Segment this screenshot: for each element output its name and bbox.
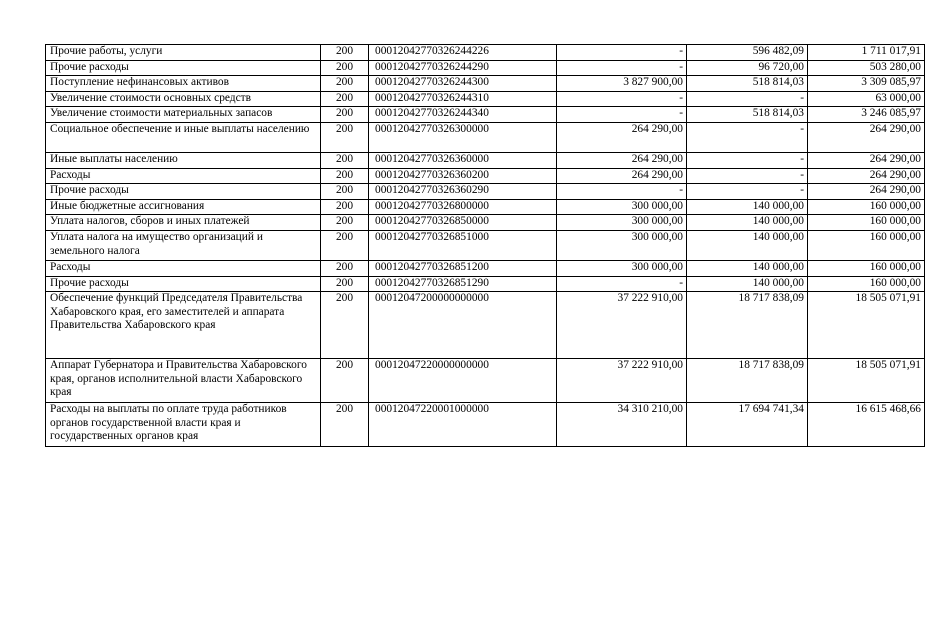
row-name: Прочие расходы [46,276,321,292]
row-approved-amount: 264 290,00 [557,122,687,152]
row-classification-code: 00012042770326360200 [369,168,557,184]
row-name: Прочие расходы [46,60,321,76]
table-row [46,199,925,215]
row-classification-code: 00012042770326300000 [369,122,557,152]
row-classification-code: 00012042770326244226 [369,45,557,61]
row-name: Увеличение стоимости материальных запасов [46,107,321,123]
row-executed-amount: 518 814,03 [687,76,808,92]
row-classification-code: 00012042770326851290 [369,276,557,292]
row-executed-amount: 18 717 838,09 [687,292,808,359]
table-row [46,276,925,292]
row-unexecuted-amount: 264 290,00 [808,168,925,184]
row-line-code: 200 [321,60,369,76]
document-page [45,44,921,447]
row-unexecuted-amount: 160 000,00 [808,199,925,215]
row-line-code: 200 [321,152,369,168]
table-row [46,403,925,447]
row-executed-amount: 140 000,00 [687,199,808,215]
row-line-code: 200 [321,122,369,152]
row-executed-amount: 518 814,03 [687,107,808,123]
row-unexecuted-amount: 160 000,00 [808,276,925,292]
row-approved-amount: 300 000,00 [557,215,687,231]
row-unexecuted-amount: 63 000,00 [808,91,925,107]
row-name: Расходы [46,168,321,184]
row-line-code: 200 [321,45,369,61]
row-approved-amount: 264 290,00 [557,152,687,168]
row-unexecuted-amount: 264 290,00 [808,122,925,152]
table-row [46,60,925,76]
row-name: Прочие расходы [46,184,321,200]
row-name: Увеличение стоимости основных средств [46,91,321,107]
row-approved-amount: 300 000,00 [557,230,687,260]
row-approved-amount: - [557,107,687,123]
row-executed-amount: - [687,152,808,168]
table-row [46,292,925,359]
row-line-code: 200 [321,184,369,200]
row-executed-amount: 18 717 838,09 [687,359,808,403]
row-unexecuted-amount: 264 290,00 [808,184,925,200]
row-line-code: 200 [321,199,369,215]
row-unexecuted-amount: 160 000,00 [808,215,925,231]
row-line-code: 200 [321,359,369,403]
row-approved-amount: 34 310 210,00 [557,403,687,447]
row-line-code: 200 [321,168,369,184]
row-approved-amount: 300 000,00 [557,260,687,276]
row-classification-code: 00012042770326800000 [369,199,557,215]
row-unexecuted-amount: 160 000,00 [808,260,925,276]
row-name: Расходы [46,260,321,276]
row-executed-amount: - [687,91,808,107]
row-name: Аппарат Губернатора и Правительства Хабаровского края, органов исполнительной власти Хабаровского края [46,359,321,403]
row-executed-amount: - [687,168,808,184]
row-approved-amount: 264 290,00 [557,168,687,184]
table-row [46,152,925,168]
row-classification-code: 00012042770326851200 [369,260,557,276]
row-name: Уплата налогов, сборов и иных платежей [46,215,321,231]
row-executed-amount: 140 000,00 [687,230,808,260]
row-approved-amount: - [557,45,687,61]
row-name: Иные выплаты населению [46,152,321,168]
row-line-code: 200 [321,107,369,123]
row-classification-code: 00012042770326244310 [369,91,557,107]
table-row [46,230,925,260]
row-line-code: 200 [321,230,369,260]
table-body [46,45,925,447]
row-unexecuted-amount: 264 290,00 [808,152,925,168]
row-line-code: 200 [321,91,369,107]
table-row [46,359,925,403]
row-approved-amount: 300 000,00 [557,199,687,215]
row-classification-code: 00012047220001000000 [369,403,557,447]
row-classification-code: 00012047220000000000 [369,359,557,403]
table-row [46,168,925,184]
table-row [46,45,925,61]
table-row [46,91,925,107]
row-name: Прочие работы, услуги [46,45,321,61]
row-approved-amount: - [557,276,687,292]
row-line-code: 200 [321,276,369,292]
row-approved-amount: - [557,60,687,76]
row-unexecuted-amount: 160 000,00 [808,230,925,260]
row-approved-amount: 3 827 900,00 [557,76,687,92]
table-row [46,122,925,152]
row-name: Иные бюджетные ассигнования [46,199,321,215]
row-classification-code: 00012042770326850000 [369,215,557,231]
row-name: Уплата налога на имущество организаций и земельного налога [46,230,321,260]
row-unexecuted-amount: 503 280,00 [808,60,925,76]
row-line-code: 200 [321,260,369,276]
row-classification-code: 00012047200000000000 [369,292,557,359]
row-unexecuted-amount: 1 711 017,91 [808,45,925,61]
row-name: Поступление нефинансовых активов [46,76,321,92]
row-name: Обеспечение функций Председателя Правительства Хабаровского края, его заместителей и аппарата Правительства Хабаровского края [46,292,321,359]
row-unexecuted-amount: 18 505 071,91 [808,359,925,403]
table-row [46,215,925,231]
row-name: Расходы на выплаты по оплате труда работников органов государственной власти края и государственных органов края [46,403,321,447]
row-classification-code: 00012042770326360290 [369,184,557,200]
row-executed-amount: 140 000,00 [687,276,808,292]
budget-execution-table [45,44,925,447]
table-row [46,107,925,123]
row-classification-code: 00012042770326244340 [369,107,557,123]
row-approved-amount: 37 222 910,00 [557,359,687,403]
row-unexecuted-amount: 3 246 085,97 [808,107,925,123]
row-classification-code: 00012042770326360000 [369,152,557,168]
table-row [46,260,925,276]
row-executed-amount: - [687,122,808,152]
row-classification-code: 00012042770326244290 [369,60,557,76]
row-name: Социальное обеспечение и иные выплаты населению [46,122,321,152]
row-line-code: 200 [321,215,369,231]
row-executed-amount: - [687,184,808,200]
row-approved-amount: 37 222 910,00 [557,292,687,359]
table-row [46,76,925,92]
row-unexecuted-amount: 3 309 085,97 [808,76,925,92]
row-unexecuted-amount: 18 505 071,91 [808,292,925,359]
row-executed-amount: 596 482,09 [687,45,808,61]
row-approved-amount: - [557,184,687,200]
row-executed-amount: 140 000,00 [687,260,808,276]
row-classification-code: 00012042770326851000 [369,230,557,260]
table-row [46,184,925,200]
row-executed-amount: 96 720,00 [687,60,808,76]
row-line-code: 200 [321,292,369,359]
row-executed-amount: 140 000,00 [687,215,808,231]
row-line-code: 200 [321,76,369,92]
row-classification-code: 00012042770326244300 [369,76,557,92]
row-unexecuted-amount: 16 615 468,66 [808,403,925,447]
row-line-code: 200 [321,403,369,447]
row-executed-amount: 17 694 741,34 [687,403,808,447]
row-approved-amount: - [557,91,687,107]
